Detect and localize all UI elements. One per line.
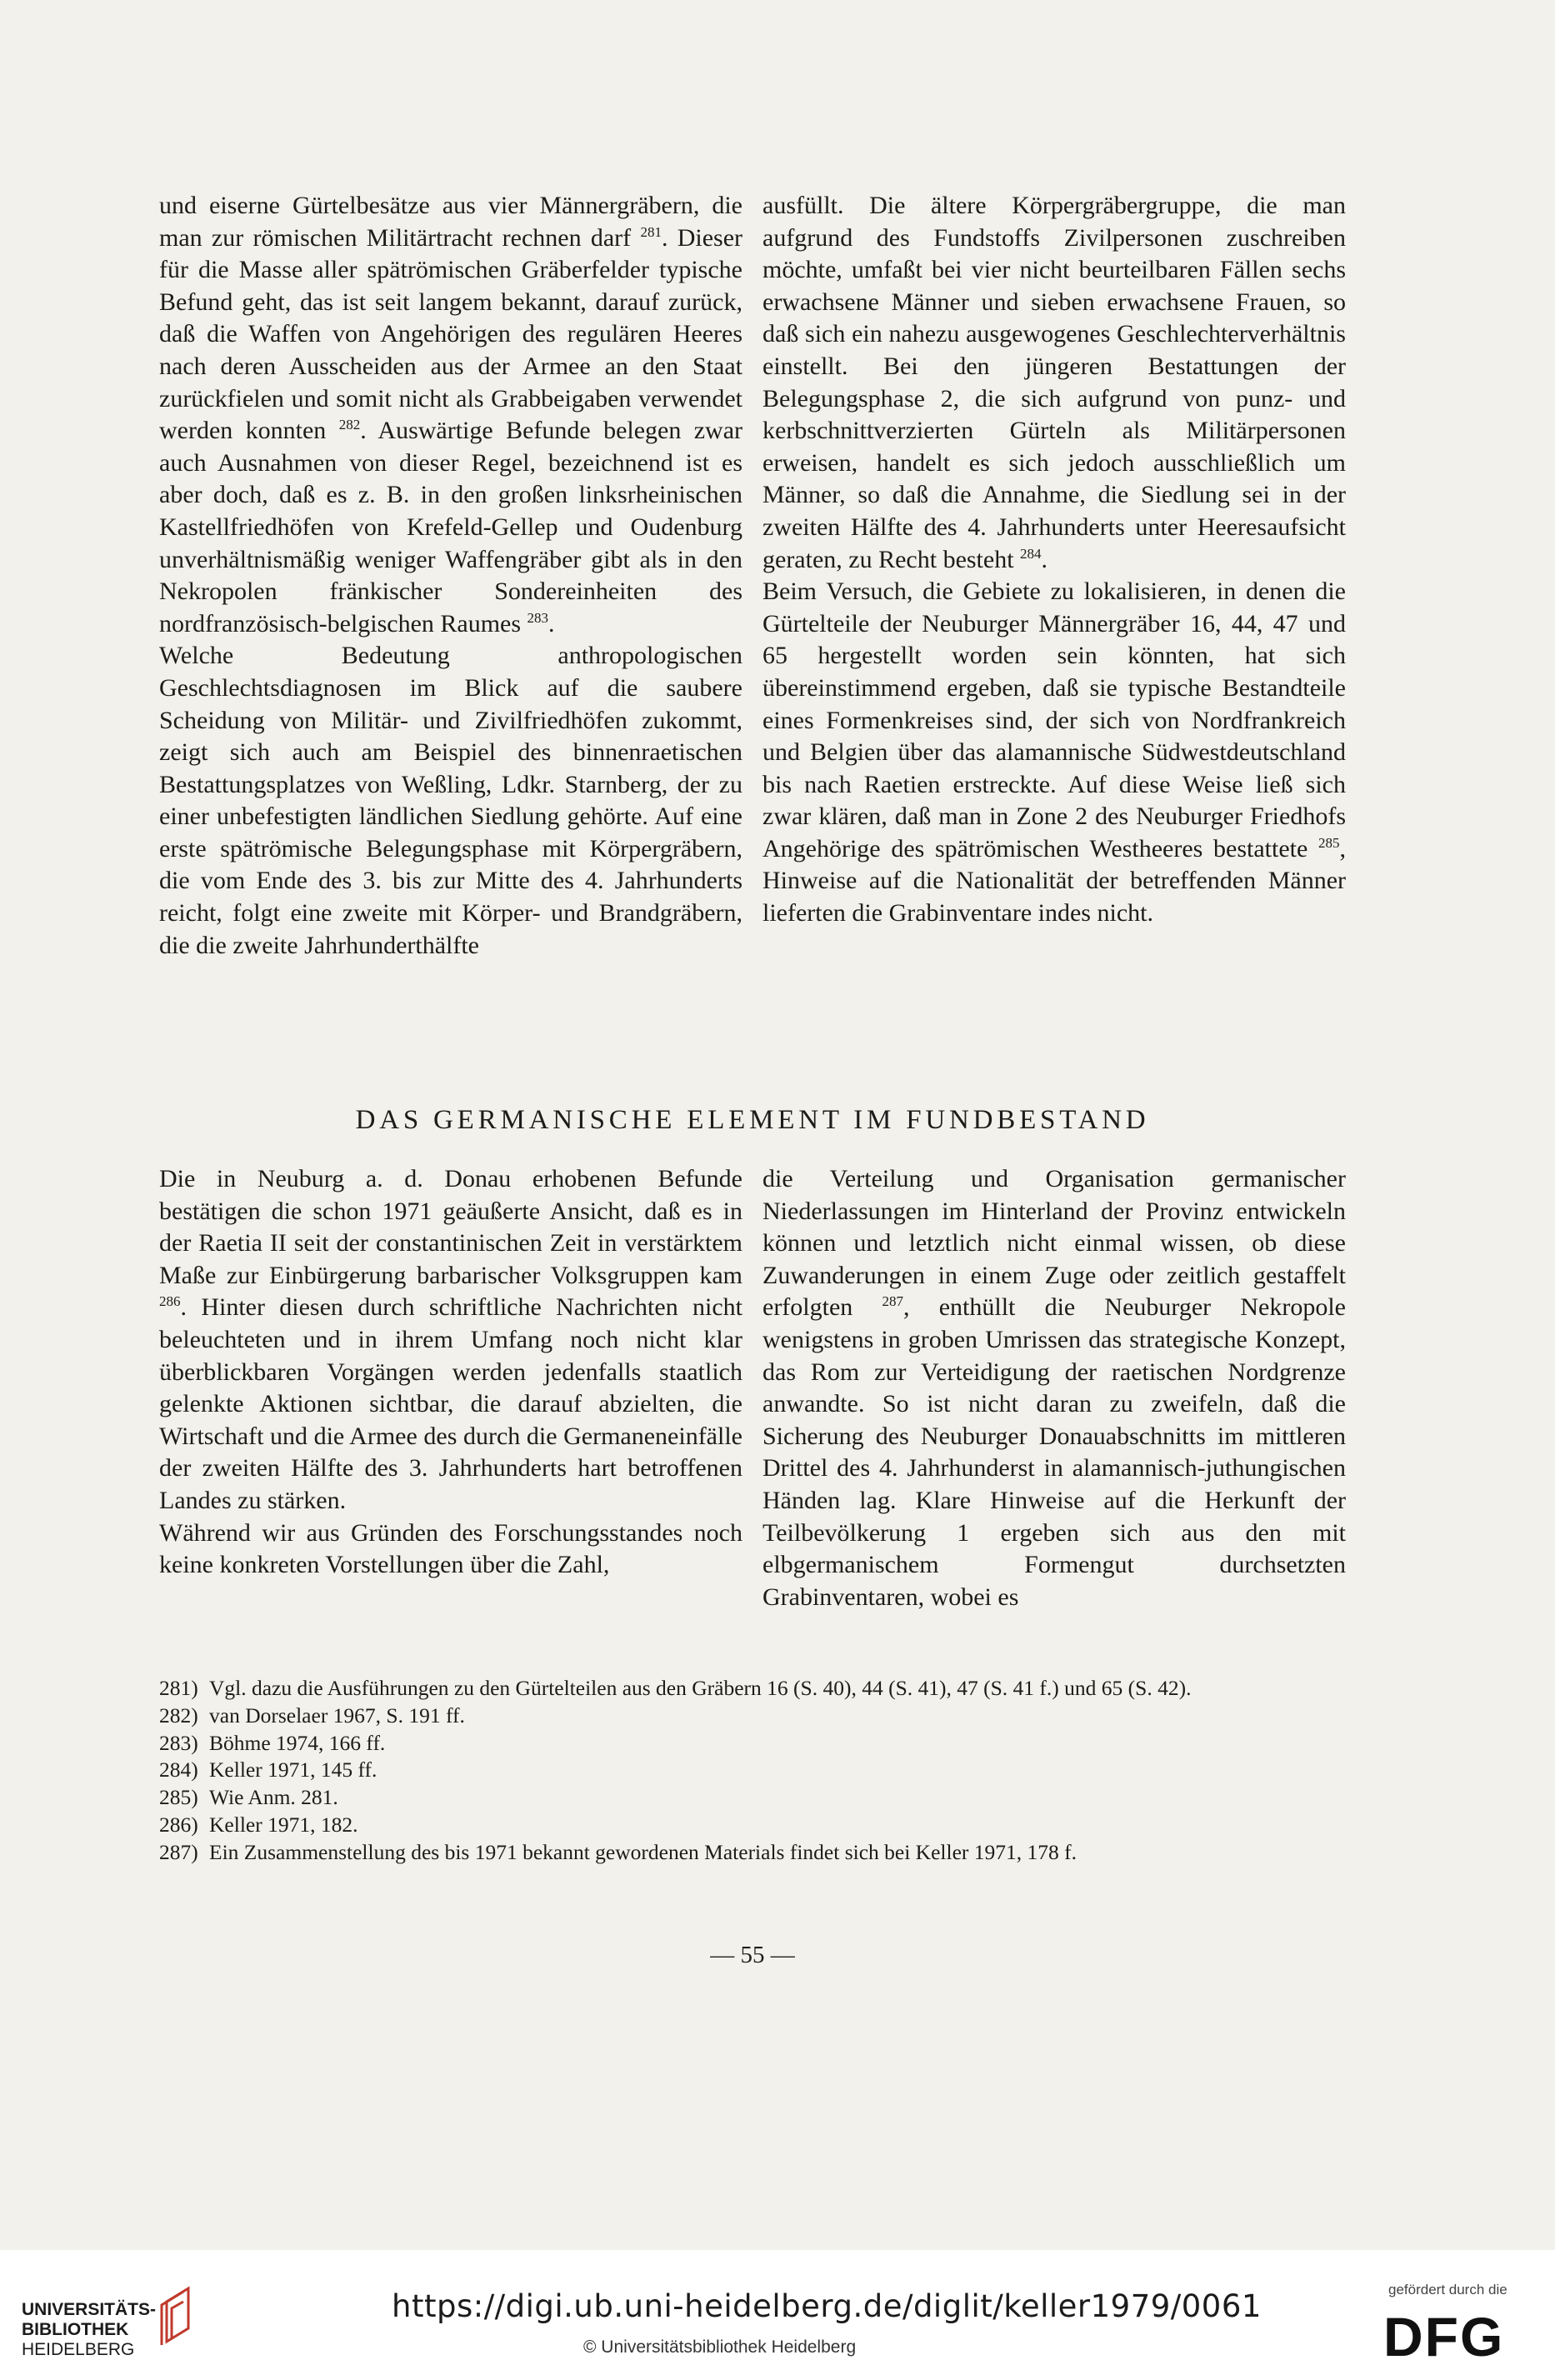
page-number: — 55 — (710, 1942, 795, 1968)
footnote: 283) Böhme 1974, 166 ff. (159, 1730, 386, 1755)
right-column-bottom (762, 1163, 1346, 1613)
paragraph: Beim Versuch, die Gebiete zu lokalisieren, in denen die Gürtelteile der Neuburger Männergräber 16, 44, 47 und 65 hergestellt worden sein könnten, hat sich übereinstimmend ergeben, daß sie typische Bestandteile eines Formenkreises sind, der sich von Nordfrankreich und Belgien über das alamannische Südwestdeutschland bis nach Raetien erstreckte. Auf diese Weise ließ sich zwar klären, daß man in Zone 2 des Neuburger Friedhofs Angehörige des spätrömischen Westheeres bestattete $^{285}$, Hinweise auf die Nationalität der betreffenden Männer lieferten die Grabinventare indes nicht. (762, 578, 1346, 928)
footnotes (159, 1675, 1346, 1867)
footnote: 284) Keller 1971, 145 ff. (159, 1758, 378, 1782)
copyright-text: © Universitätsbibliothek Heidelberg (583, 2338, 857, 2357)
library-footer (0, 2250, 1555, 2380)
section-heading: DAS GERMANISCHE ELEMENT IM FUNDBESTAND (355, 1105, 1150, 1135)
footnote-ref[interactable]: 283 (527, 609, 549, 626)
paragraph: die Verteilung und Organisation germanischer Niederlassungen im Hinterland der Provinz entwickeln können und letztlich nicht einmal wissen, ob diese Zuwanderungen in einem Zuge oder zeitlich gestaffelt erfolgten $^{287}$, enthüllt die Neuburger Nekropole wenigstens in groben Umrissen das strategische Konzept, das Rom zur Verteidigung der raetischen Nordgrenze anwandte. So ist nicht daran zu zweifeln, daß die Sicherung des Neuburger Donauabschnitts im mittleren Drittel des 4. Jahrhunderst in alamannisch-juthungischen Händen lag. Klare Hinweise auf die Herkunft der Teilbevölkerung 1 ergeben sich aus den mit elbgermanischem Formengut durchsetzten Grabinventaren, wobei es (762, 1165, 1346, 1611)
library-logo-text[interactable]: UNIVERSITÄTS- BIBLIOTHEK HEIDELBERG (22, 2300, 157, 2359)
footnote: 286) Keller 1971, 182. (159, 1812, 358, 1837)
funding-note: gefördert durch die (1388, 2282, 1508, 2298)
paragraph: Die in Neuburg a. d. Donau erhobenen Befunde bestätigen die schon 1971 geäußerte Ansicht, daß es in der Raetia II seit der constantinischen Zeit in verstärktem Maße zur Einbürgerung barbarischer Volksgruppen kam $^{286}$. Hinter diesen durch schriftliche Nachrichten nicht beleuchteten und in ihrem Umfang noch nicht klar überblickbaren Vorgängen werden jedenfalls staatlich gelenkte Aktionen sichtbar, die darauf abzielten, die Wirtschaft und die Armee des durch die Germaneneinfälle der zweiten Hälfte des 3. Jahrhunderts hart betroffenen Landes zu stärken. (159, 1165, 742, 1514)
footnote-ref[interactable]: 284 (1020, 545, 1042, 562)
footnote: 287) Ein Zusammenstellung des bis 1971 bekannt gewordenen Materials findet sich bei Keller 1971, 178 f. (159, 1839, 1078, 1864)
right-column-top (762, 190, 1346, 930)
footnote: 281) Vgl. dazu die Ausführungen zu den Gürtelteilen aus den Gräbern 16 (S. 40), 44 (S. 41), 47 (S. 41 f.) und 65 (S. 42). (159, 1676, 1192, 1700)
footnote-ref[interactable]: 281 (640, 223, 662, 240)
footnote-ref[interactable]: 286 (159, 1293, 181, 1310)
footnote-ref[interactable]: 285 (1318, 834, 1340, 851)
paragraph: Welche Bedeutung anthropologischen Geschlechtsdiagnosen im Blick auf die saubere Scheidung von Militär- und Zivilfriedhöfen zukommt, zeigt sich auch am Beispiel des binnenraetischen Bestattungsplatzes von Weßling, Ldkr. Starnberg, der zu einer unbefestigten ländlichen Siedlung gehörte. Auf eine erste spätrömische Belegungsphase mit Körpergräbern, die vom Ende des 3. bis zur Mitte des 4. Jahrhunderts reicht, folgt eine zweite mit Körper- und Brandgräbern, die die zweite Jahrhunderthälfte (159, 642, 742, 959)
footnote: 282) van Dorselaer 1967, S. 191 ff. (159, 1702, 465, 1728)
footnote-ref[interactable]: 287 (882, 1293, 903, 1310)
paragraph: Während wir aus Gründen des Forschungsstandes noch keine konkreten Vorstellungen über die Zahl, (159, 1518, 742, 1579)
library-logo-icon (155, 2283, 200, 2350)
paragraph: ausfüllt. Die ältere Körpergräbergruppe, die man aufgrund des Fundstoffs Zivilpersonen zuschreiben möchte, umfaßt bei vier nicht beurteilbaren Fällen sechs erwachsene Männer und sieben erwachsene Frauen, so daß sich ein nahezu ausgewogenes Geschlechterverhältnis einstellt. Bei den jüngeren Bestattungen der Belegungsphase 2, die sich aufgrund von punz- und kerbschnittverzierten Gürteln als Militärpersonen erweisen, handelt es sich jedoch ausschließlich um Männer, so daß die Annahme, die Siedlung sei in der zweiten Hälfte des 4. Jahrhunderts unter Heeresaufsicht geraten, zu Recht besteht $^{284}$. (762, 192, 1346, 573)
permalink-url[interactable]: https://digi.ub.uni-heidelberg.de/diglit/keller1979/0061 (392, 2288, 1262, 2324)
left-column-top (159, 190, 742, 962)
footnote: 285) Wie Anm. 281. (159, 1785, 338, 1810)
left-column-bottom (159, 1163, 742, 1582)
paragraph: und eiserne Gürtelbesätze aus vier Männergräbern, die man zur römischen Militärtracht rechnen darf $^{281}$. Dieser für die Masse aller spätrömischen Gräberfelder typische Befund geht, das ist seit langem bekannt, darauf zurück, daß die Waffen von Angehörigen des regulären Heeres nach deren Ausscheiden aus der Armee an den Staat zurückfielen und somit nicht als Grabbeigaben verwendet werden konnten $^{282}$. Auswärtige Befunde belegen zwar auch Ausnahmen von dieser Regel, bezeichnend ist es aber doch, daß es z. B. in den großen linksrheinischen Kastellfriedhöfen von Krefeld-Gellep und Oudenburg unverhältnismäßig weniger Waffengräber gibt als in den Nekropolen fränkischer Sondereinheiten des nordfranzösisch-belgischen Raumes $^{283}$. (159, 192, 743, 638)
footnote-ref[interactable]: 282 (338, 417, 361, 433)
dfg-logo[interactable]: DFG (1383, 2306, 1505, 2368)
